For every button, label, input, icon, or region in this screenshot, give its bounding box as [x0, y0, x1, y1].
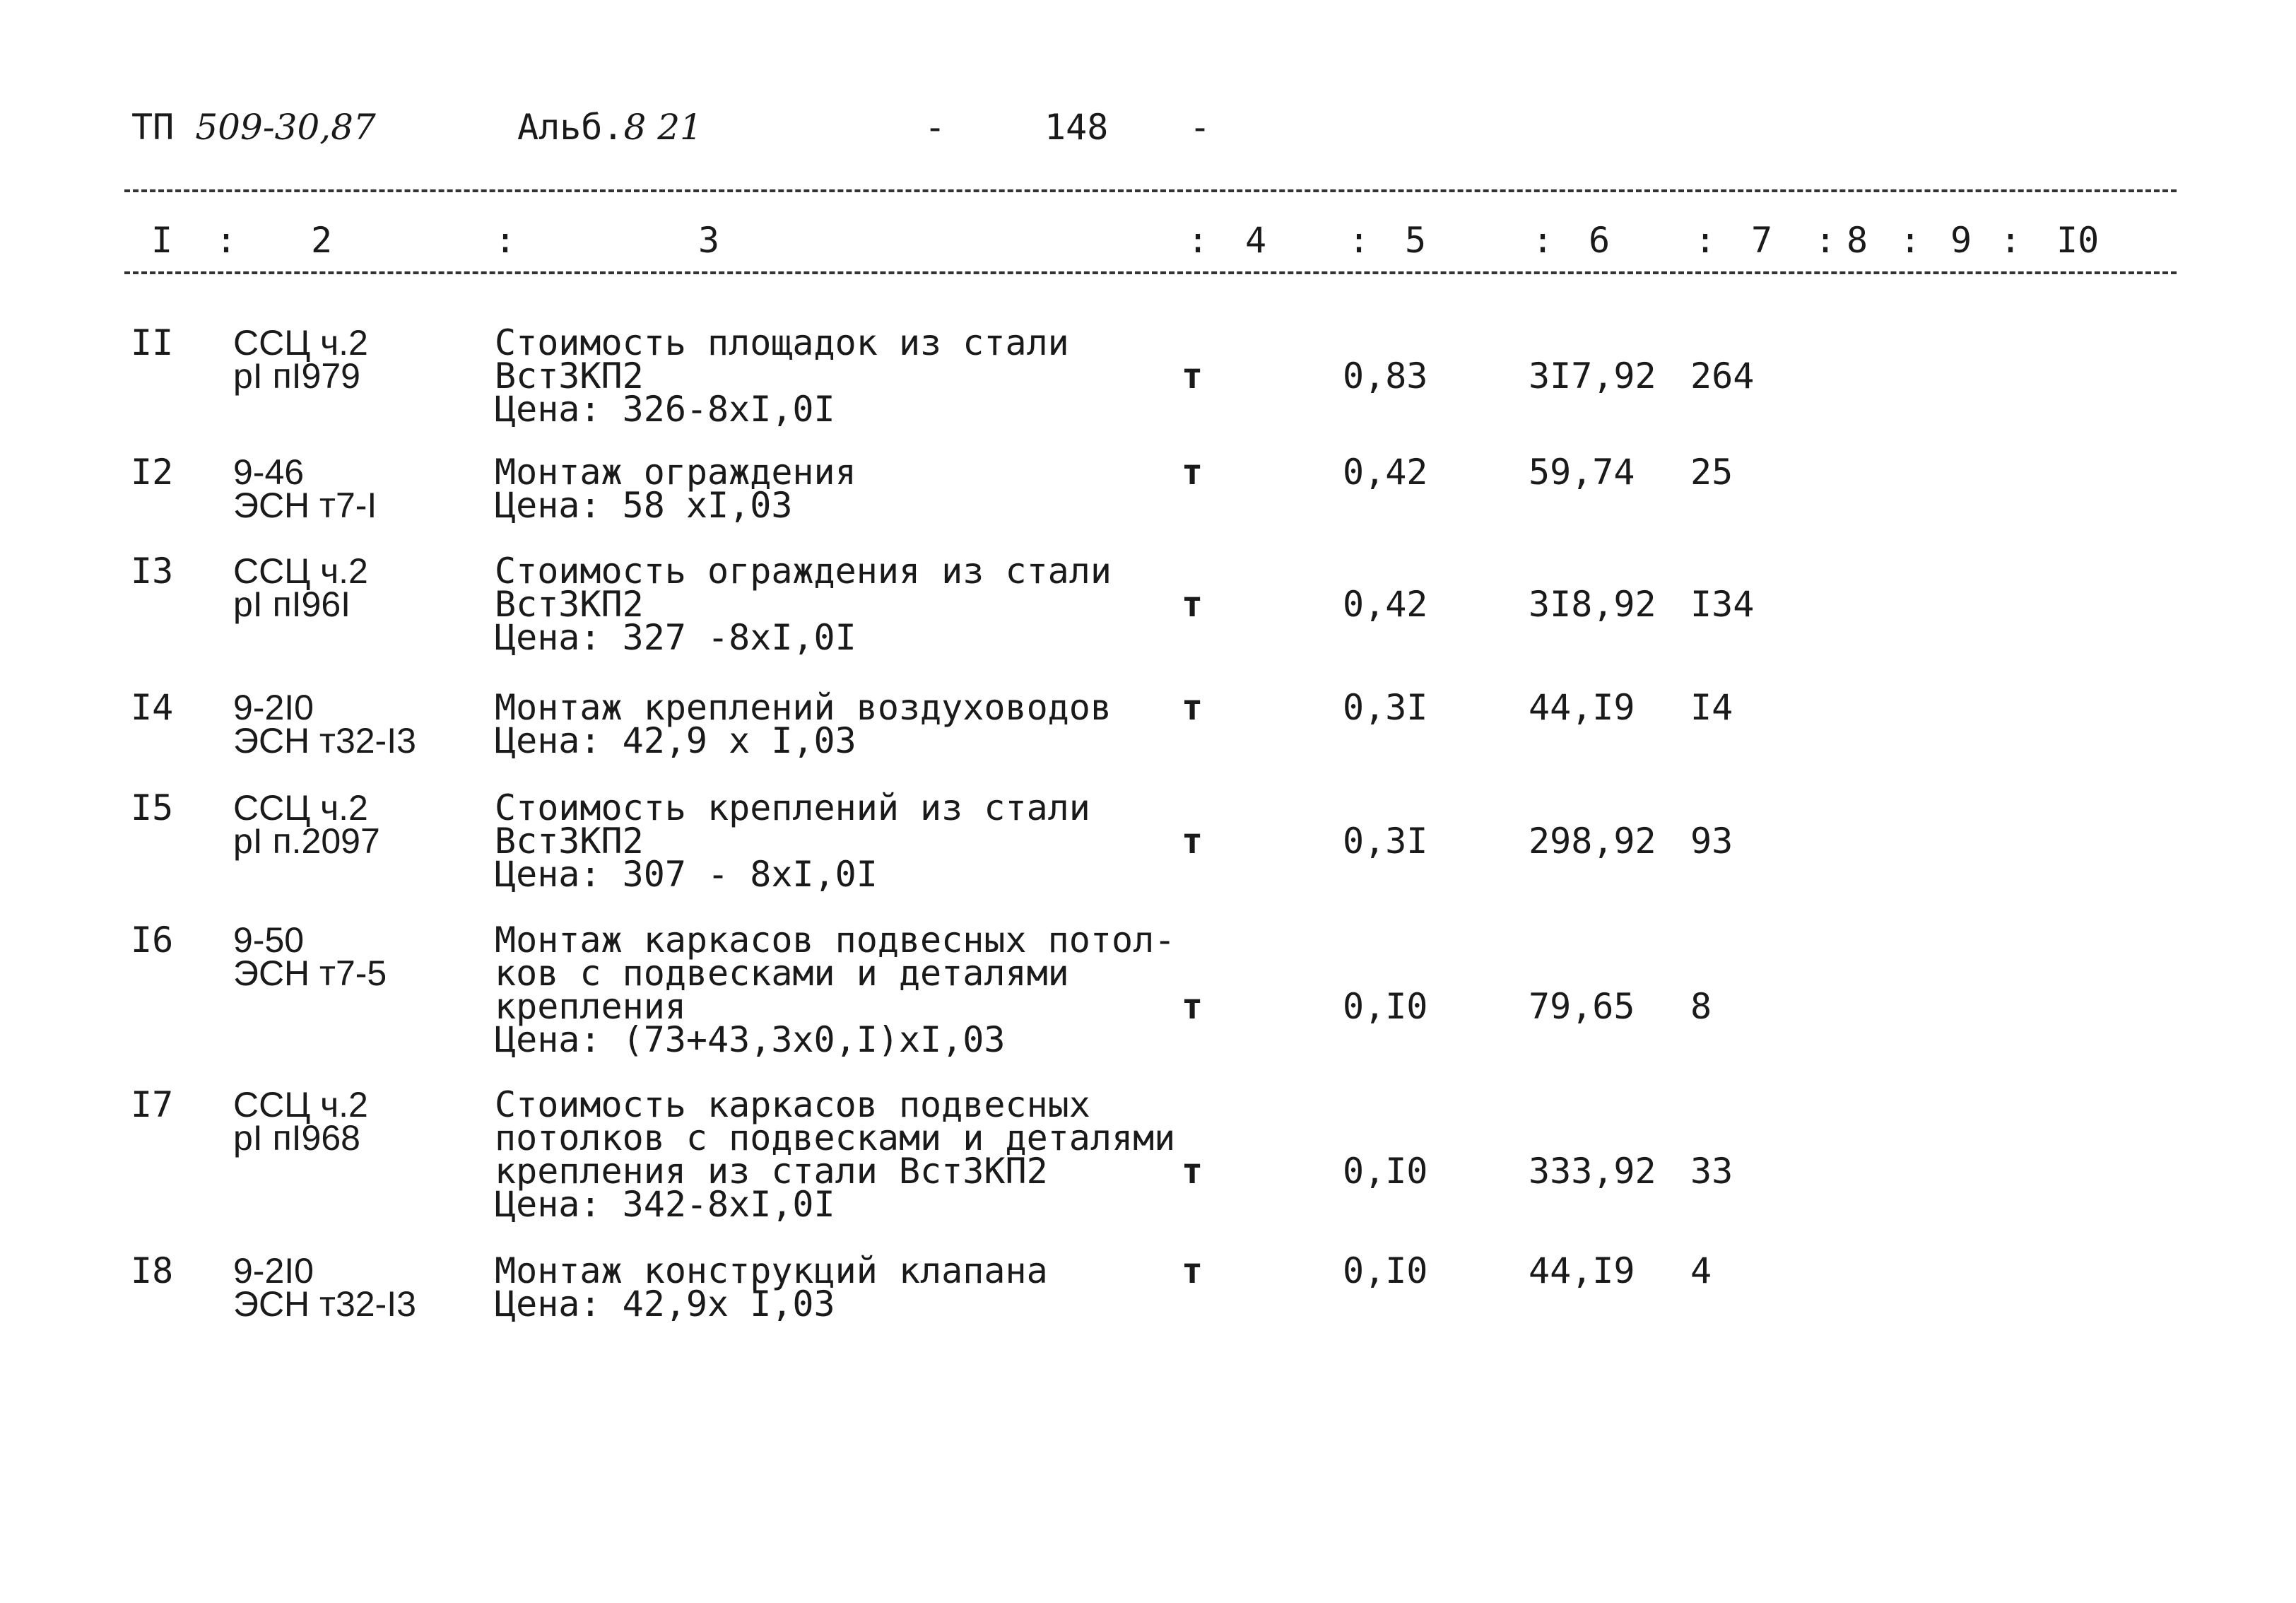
unit-price: 3I8,92 — [1529, 584, 1656, 625]
header-bottom-rule — [124, 271, 2177, 274]
column-number-6: 6 — [1589, 220, 1611, 261]
description-line: крепления из стали Вст3КП2 — [495, 1151, 1048, 1192]
column-number-10: I0 — [2056, 220, 2100, 261]
column-separator: : — [495, 220, 517, 261]
norm-code-line: ССЦ ч.2 — [233, 551, 368, 591]
total-cost: 264 — [1690, 356, 1755, 397]
total-cost: 4 — [1690, 1250, 1712, 1291]
description-line: Цена: 42,9 х I,03 — [495, 720, 856, 761]
quantity: 0,I0 — [1343, 1151, 1428, 1192]
work-description — [495, 787, 1090, 895]
unit-price: 59,74 — [1529, 452, 1635, 493]
norm-code-line: ЭСН т32-I3 — [233, 721, 416, 761]
column-number-9: 9 — [1950, 220, 1972, 261]
norm-code-line: 9-50 — [233, 920, 305, 960]
description-line: Цена: 42,9х I,03 — [495, 1284, 835, 1325]
description-line: Монтаж конструкций клапана — [495, 1250, 1048, 1291]
work-description — [495, 687, 1112, 761]
description-line: Вст3КП2 — [495, 821, 644, 862]
album-ref — [517, 106, 702, 148]
column-number-3: 3 — [698, 220, 720, 261]
unit: т — [1182, 687, 1203, 728]
doc-code — [131, 106, 376, 148]
total-cost: 25 — [1690, 452, 1733, 493]
column-number-5: 5 — [1405, 220, 1427, 261]
column-separator: : — [1348, 220, 1370, 261]
header-dash-right: - — [1189, 107, 1211, 148]
norm-code-line: ЭСН т7-5 — [233, 953, 387, 993]
total-cost: 8 — [1690, 986, 1712, 1027]
work-description — [495, 322, 1069, 430]
work-description — [495, 1250, 1048, 1325]
unit: т — [1182, 1151, 1203, 1192]
description-line: Цена: 327 -8хI,0I — [495, 617, 856, 658]
description-line: Стоимость площадок из стали — [495, 322, 1069, 363]
work-description — [495, 551, 1112, 658]
norm-code — [233, 1085, 368, 1158]
album-label: Альб. — [517, 107, 624, 148]
description-line: Стоимость каркасов подвесных — [495, 1084, 1090, 1125]
norm-code — [233, 788, 380, 861]
quantity: 0,42 — [1343, 452, 1428, 493]
norm-code — [233, 1251, 416, 1324]
row-number: I4 — [131, 687, 174, 728]
norm-code — [233, 920, 387, 993]
work-description — [495, 1084, 1176, 1225]
doc-number: 509-30,87 — [195, 107, 376, 148]
description-line: Вст3КП2 — [495, 356, 644, 397]
quantity: 0,I0 — [1343, 986, 1428, 1027]
album-number: 8 21 — [623, 107, 702, 148]
unit: т — [1182, 452, 1203, 493]
row-number: I7 — [131, 1084, 174, 1125]
norm-code-line: ССЦ ч.2 — [233, 1085, 368, 1125]
quantity: 0,3I — [1343, 821, 1428, 862]
total-cost: I4 — [1690, 687, 1733, 728]
description-line: Стоимость креплений из стали — [495, 787, 1090, 828]
header-dash-left: - — [924, 107, 946, 148]
unit: т — [1182, 584, 1203, 625]
page-number: 148 — [1044, 107, 1109, 148]
norm-code-line: ССЦ ч.2 — [233, 788, 368, 828]
description-line: Монтаж каркасов подвесных потол- — [495, 920, 1176, 961]
unit: т — [1182, 1250, 1203, 1291]
work-description — [495, 920, 1176, 1060]
description-line: крепления — [495, 986, 686, 1027]
norm-code — [233, 688, 416, 761]
norm-code-line: ССЦ ч.2 — [233, 323, 368, 363]
column-separator: : — [1900, 220, 1921, 261]
column-separator: : — [1187, 220, 1209, 261]
unit-price: 79,65 — [1529, 986, 1635, 1027]
quantity: 0,42 — [1343, 584, 1428, 625]
description-line: ков с подвесками и деталями — [495, 953, 1069, 994]
quantity: 0,3I — [1343, 687, 1428, 728]
description-line: Стоимость ограждения из стали — [495, 551, 1112, 592]
column-separator: : — [1815, 220, 1837, 261]
column-number-4: 4 — [1245, 220, 1267, 261]
description-line: Цена: 58 хI,03 — [495, 485, 793, 526]
row-number: I6 — [131, 920, 174, 961]
unit: т — [1182, 821, 1203, 862]
norm-code-line: 9-46 — [233, 452, 305, 492]
norm-code-line: рI п.2097 — [233, 821, 380, 861]
top-rule — [124, 189, 2177, 192]
unit-price: 3I7,92 — [1529, 356, 1656, 397]
quantity: 0,83 — [1343, 356, 1428, 397]
column-separator: : — [2000, 220, 2022, 261]
description-line: Цена: 307 - 8хI,0I — [495, 854, 878, 895]
unit-price: 298,92 — [1529, 821, 1656, 862]
row-number: I8 — [131, 1250, 174, 1291]
norm-code — [233, 323, 368, 396]
column-separator: : — [1695, 220, 1717, 261]
norm-code-line: 9-2I0 — [233, 1251, 314, 1291]
column-separator: : — [1532, 220, 1554, 261]
column-separator: : — [216, 220, 237, 261]
norm-code — [233, 452, 377, 525]
row-number: I3 — [131, 551, 174, 592]
unit: т — [1182, 356, 1203, 397]
work-description — [495, 452, 856, 526]
description-line: Цена: 326-8хI,0I — [495, 389, 835, 430]
row-number: I2 — [131, 452, 174, 493]
description-line: Монтаж креплений воздуховодов — [495, 687, 1112, 728]
total-cost: 33 — [1690, 1151, 1733, 1192]
quantity: 0,I0 — [1343, 1250, 1428, 1291]
doc-prefix: ТП — [131, 107, 175, 148]
norm-code-line: 9-2I0 — [233, 688, 314, 727]
norm-code-line: рI пI979 — [233, 356, 360, 396]
unit-price: 44,I9 — [1529, 687, 1635, 728]
unit: т — [1182, 986, 1203, 1027]
column-number-8: 8 — [1847, 220, 1868, 261]
norm-code-line: рI пI96I — [233, 585, 351, 624]
description-line: потолков с подвесками и деталями — [495, 1117, 1176, 1158]
description-line: Цена: (73+43,3х0,I)хI,03 — [495, 1019, 1006, 1060]
norm-code-line: ЭСН т32-I3 — [233, 1284, 416, 1324]
description-line: Вст3КП2 — [495, 584, 644, 625]
unit-price: 44,I9 — [1529, 1250, 1635, 1291]
column-number-1: I — [151, 220, 173, 261]
column-number-7: 7 — [1751, 220, 1773, 261]
description-line: Монтаж ограждения — [495, 452, 856, 493]
row-number: II — [131, 322, 174, 363]
row-number: I5 — [131, 787, 174, 828]
norm-code — [233, 551, 368, 624]
total-cost: 93 — [1690, 821, 1733, 862]
column-number-2: 2 — [311, 220, 333, 261]
total-cost: I34 — [1690, 584, 1755, 625]
norm-code-line: рI пI968 — [233, 1118, 360, 1158]
unit-price: 333,92 — [1529, 1151, 1656, 1192]
norm-code-line: ЭСН т7-I — [233, 486, 377, 525]
description-line: Цена: 342-8хI,0I — [495, 1184, 835, 1225]
